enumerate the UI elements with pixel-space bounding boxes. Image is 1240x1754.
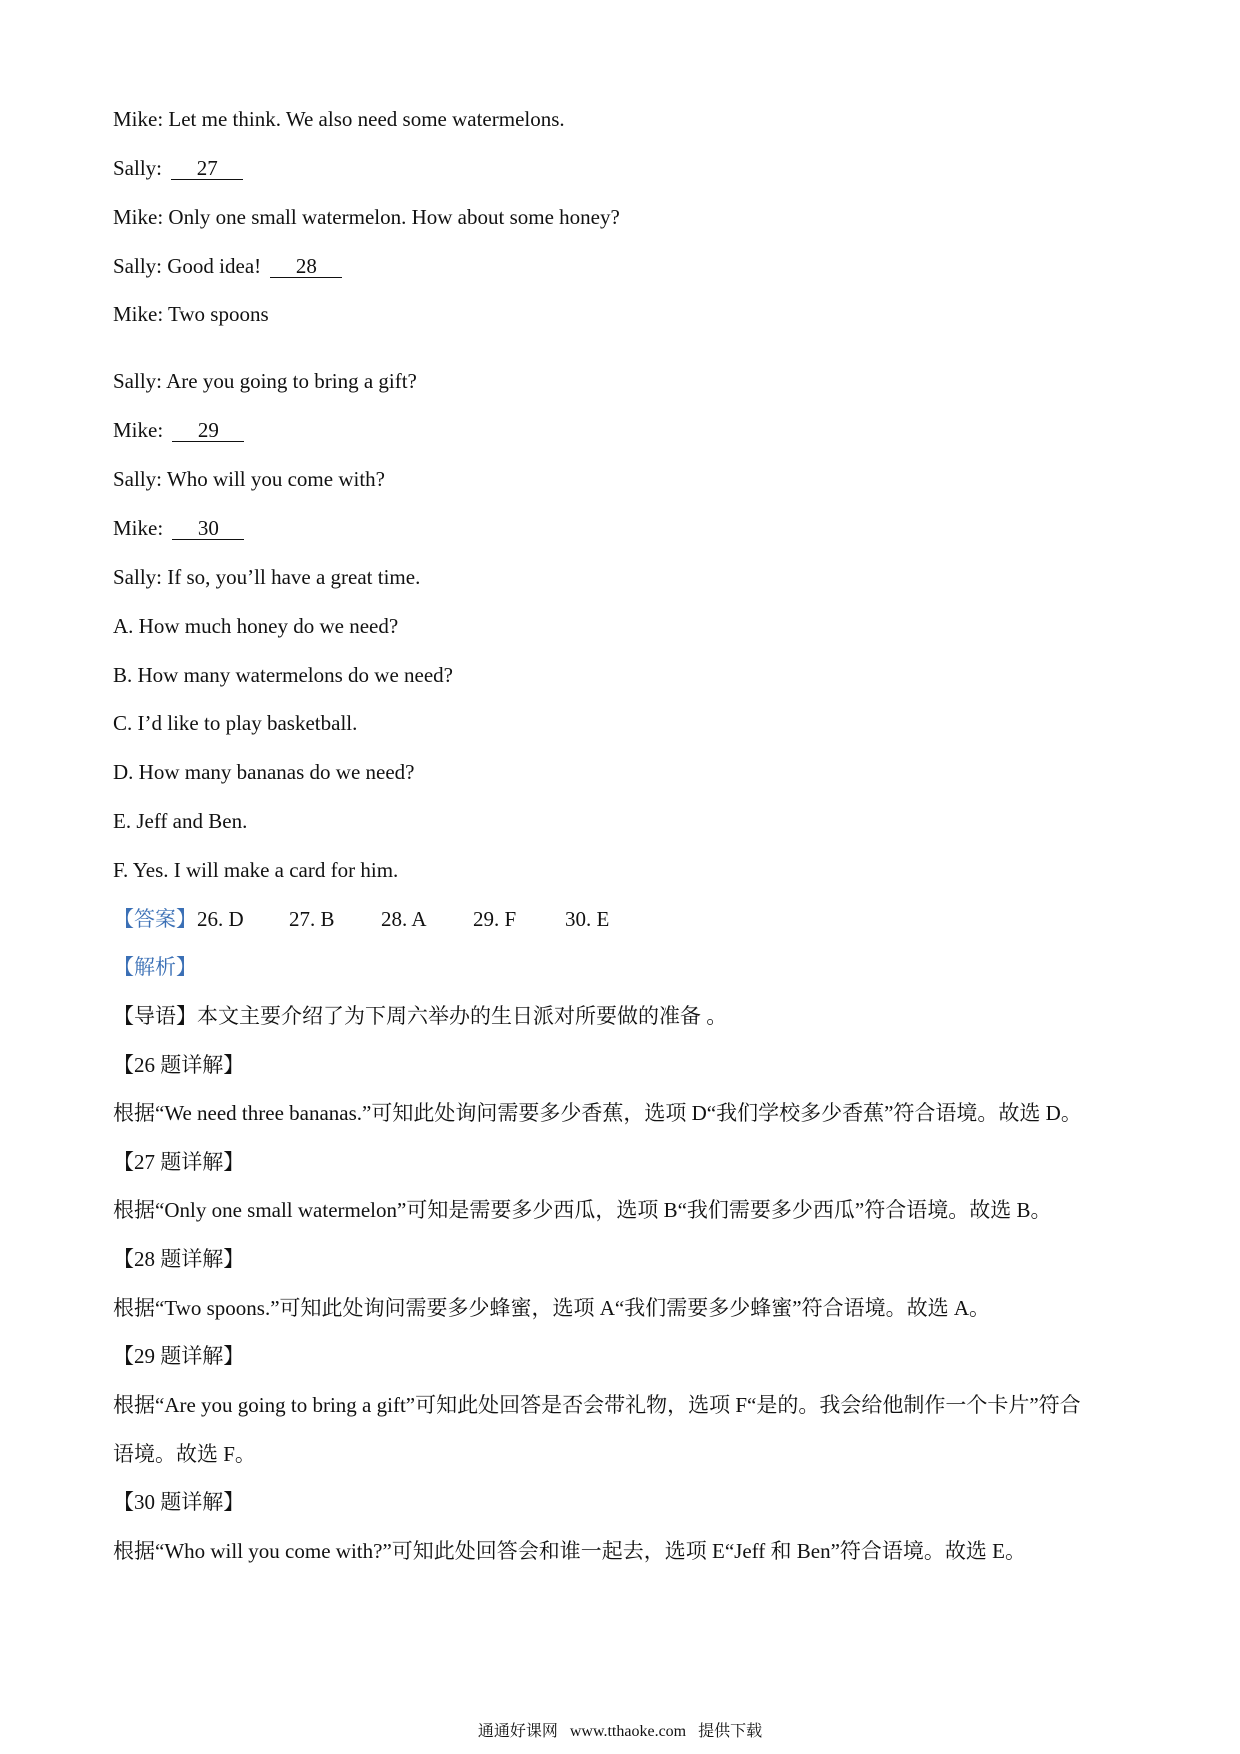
dialogue-line: Mike: 30 — [113, 514, 244, 542]
answer-item: 28. A — [381, 907, 427, 931]
analysis-label: 【解析】 — [113, 955, 197, 979]
answer-label: 【答案】 — [113, 907, 197, 931]
explanation-text: 根据“Only one small watermelon”可知是需要多少西瓜，选项 B“我们需要多少西瓜”符合语境。故选 B。 — [113, 1198, 1052, 1222]
answer-blank: 28 — [270, 255, 342, 278]
dialogue-line: Mike: Two spoons — [113, 302, 269, 326]
dialogue-line: Sally: 27 — [113, 154, 243, 182]
footer-site-name: 通通好课网 — [477, 1723, 558, 1740]
answer-blank: 30 — [172, 517, 244, 540]
page-footer — [0, 1720, 1240, 1744]
answer-item: 30. E — [565, 907, 610, 931]
option-e: E. Jeff and Ben. — [113, 809, 248, 833]
explanation-heading: 【30 题详解】 — [113, 1490, 245, 1514]
dialogue-line: Mike: Let me think. We also need some watermelons. — [113, 107, 565, 131]
option-b: B. How many watermelons do we need? — [113, 663, 453, 687]
dialogue-line: Sally: Who will you come with? — [113, 467, 385, 491]
footer-note: 提供下载 — [698, 1723, 763, 1740]
explanation-text: 根据“Two spoons.”可知此处询问需要多少蜂蜜，选项 A“我们需要多少蜂蜜”符合语境。故选 A。 — [113, 1296, 990, 1320]
explanation-heading: 【28 题详解】 — [113, 1247, 245, 1271]
option-d: D. How many bananas do we need? — [113, 760, 415, 784]
explanation-text-cont: 语境。故选 F。 — [113, 1442, 256, 1466]
footer-url[interactable]: www.tthaoke.com — [569, 1723, 687, 1740]
answer-item: 27. B — [289, 907, 335, 931]
dialogue-line: Mike: Only one small watermelon. How about some honey? — [113, 205, 620, 229]
answer-line — [113, 905, 609, 933]
option-f: F. Yes. I will make a card for him. — [113, 858, 399, 882]
answer-blank: 29 — [172, 419, 244, 442]
dialogue-line: Sally: Are you going to bring a gift? — [113, 369, 417, 393]
dialogue-line: Sally: Good idea! 28 — [113, 252, 342, 280]
answer-item: 29. F — [473, 907, 517, 931]
explanation-heading: 【26 题详解】 — [113, 1053, 245, 1077]
explanation-heading: 【29 题详解】 — [113, 1344, 245, 1368]
option-a: A. How much honey do we need? — [113, 614, 399, 638]
answer-item: 26. D — [197, 907, 244, 931]
explanation-heading: 【27 题详解】 — [113, 1150, 245, 1174]
dialogue-line: Sally: If so, you’ll have a great time. — [113, 565, 421, 589]
explanation-text: 根据“Are you going to bring a gift”可知此处回答是否会带礼物，选项 F“是的。我会给他制作一个卡片”符合 — [113, 1393, 1081, 1417]
explanation-text: 根据“We need three bananas.”可知此处询问需要多少香蕉，选项 D“我们学校多少香蕉”符合语境。故选 D。 — [113, 1101, 1082, 1125]
explanation-text: 根据“Who will you come with?”可知此处回答会和谁一起去，选项 E“Jeff 和 Ben”符合语境。故选 E。 — [113, 1539, 1026, 1563]
dialogue-line: Mike: 29 — [113, 416, 244, 444]
option-c: C. I’d like to play basketball. — [113, 711, 358, 735]
answer-blank: 27 — [171, 157, 243, 180]
guide-text: 【导语】本文主要介绍了为下周六举办的生日派对所要做的准备 。 — [113, 1004, 728, 1028]
